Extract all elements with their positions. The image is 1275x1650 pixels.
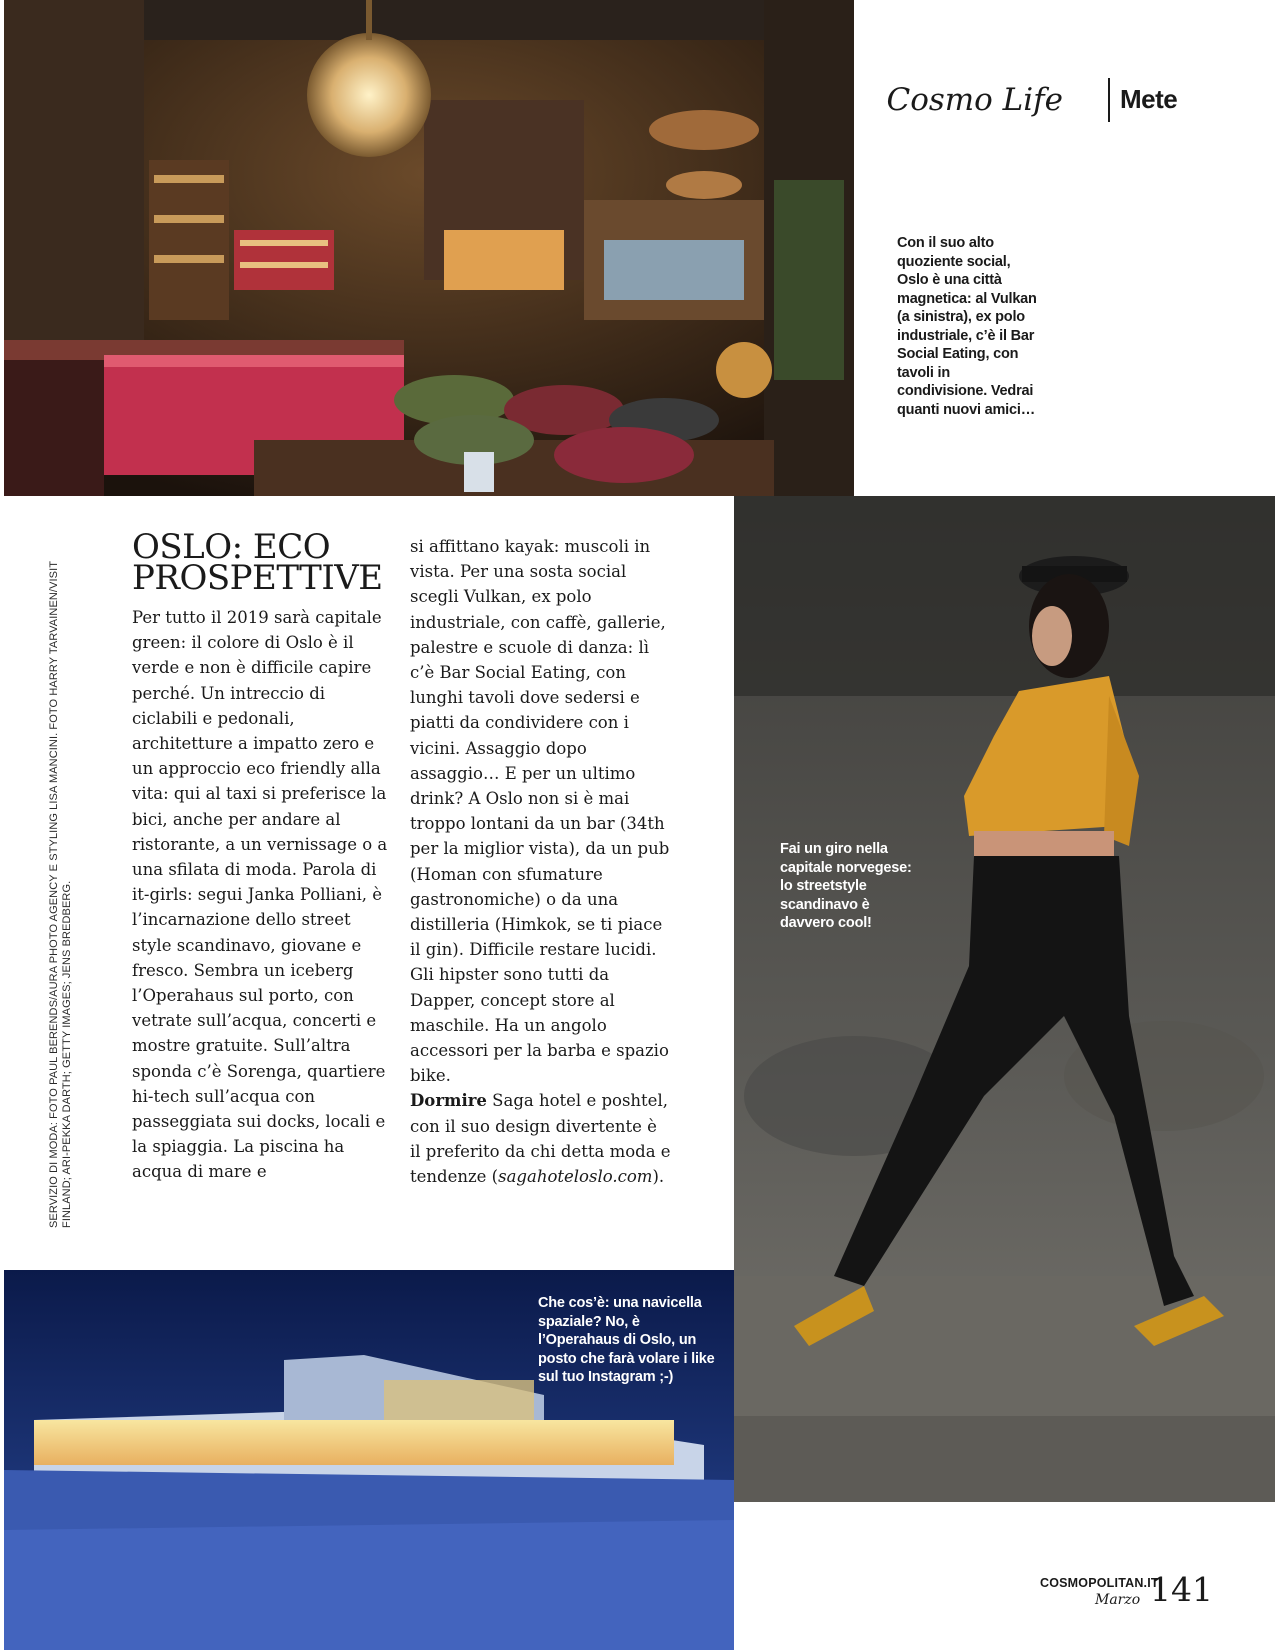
page-number: 141	[1150, 1570, 1213, 1609]
opera-photo-caption: Che cos’è: una navicella spaziale? No, è l’Operahaus di Oslo, un posto che farà volare i like sul tuo Instagram ;-)	[538, 1295, 715, 1385]
dormire-text: Saga hotel e poshtel, con il suo design divertente è il preferito da chi detta moda e tendenze (	[410, 1091, 671, 1187]
article-right-body: si affittano kayak: muscoli in vista. Per una sosta social scegli Vulkan, ex polo industriale, con caffè, gallerie, palestre e scuole di danza: lì c’è Bar Social Eating, con lunghi tavoli dove sedersi e piatti da condividere con i vicini. Assaggio dopo assaggio… E per un ultimo drink? A Oslo non si è mai troppo lontani da un bar (34th per la miglior vista), da un pub (Homan con sfumature gastronomiche) o da una distilleria (Himkok, se ti piace il gin). Difficile restare lucidi. Gli hipster sono tutti da Dapper, concept store al maschile. Ha un angolo accessori per la barba e spazio bike.	[410, 537, 670, 1086]
photo-credits: SERVIZIO DI MODA: FOTO PAUL BERENDS/AURA PHOTO AGENCY E STYLING LISA MANCINI. FOTO HARRY TARVAINEN/VISIT FINLAND; ARI-PEKKA DARTH; GETTY IMAGES; JENS BREDBERG.	[48, 561, 73, 1228]
article-column-left: Per tutto il 2019 sarà capitale green: il colore di Oslo è il verde e non è difficile capire perché. Un intreccio di ciclabili e pedonali, architetture a impatto zero e un approccio eco friendly alla vita: qui al taxi si preferisce la bici, anche per andare al ristorante, a un vernissage o a una sfilata di moda. Parola di it-girls: segui Janka Polliani, è l’incarnazione dello street style scandinavo, giovane e fresco. Sembra un iceberg l’Operahaus sul porto, con vetrate sull’acqua, concerti e mostre gratuite. Sull’altra sponda c’è Sorenga, quartiere hi-tech sull’acqua con passeggiata sui docks, locali e la spiaggia. La piscina ha acqua di mare e	[132, 608, 388, 1182]
woman-photo-caption: Fai un giro nella capitale norvegese: lo streetstyle scandinavo è davvero cool!	[780, 841, 912, 931]
footer-site: COSMOPOLITAN.IT	[1040, 1576, 1159, 1590]
bar-photo-caption: Con il suo alto quoziente social, Oslo è una città magnetica: al Vulkan (a sinistra), ex polo industriale, c’è il Bar Social Eating, con tavoli in condivisione. Vedrai quanti nuovi amici…	[897, 235, 1037, 418]
dormire-label: Dormire	[410, 1091, 487, 1111]
article-column-right	[410, 534, 672, 1189]
streetstyle-woman-photo	[734, 496, 1275, 1502]
section-name: Cosmo Life	[886, 82, 1063, 118]
section-header	[886, 76, 1208, 124]
section-topic: Mete	[1120, 84, 1178, 114]
article-title: OSLO: ECO PROSPETTIVE	[132, 527, 383, 598]
hotel-website-link[interactable]: sagahoteloslo.com	[498, 1167, 653, 1187]
page-footer	[1030, 1560, 1213, 1620]
dormire-end: ).	[652, 1167, 665, 1187]
footer-month: Marzo	[1095, 1592, 1141, 1608]
section-divider	[1108, 78, 1110, 122]
bar-interior-photo	[4, 0, 854, 496]
